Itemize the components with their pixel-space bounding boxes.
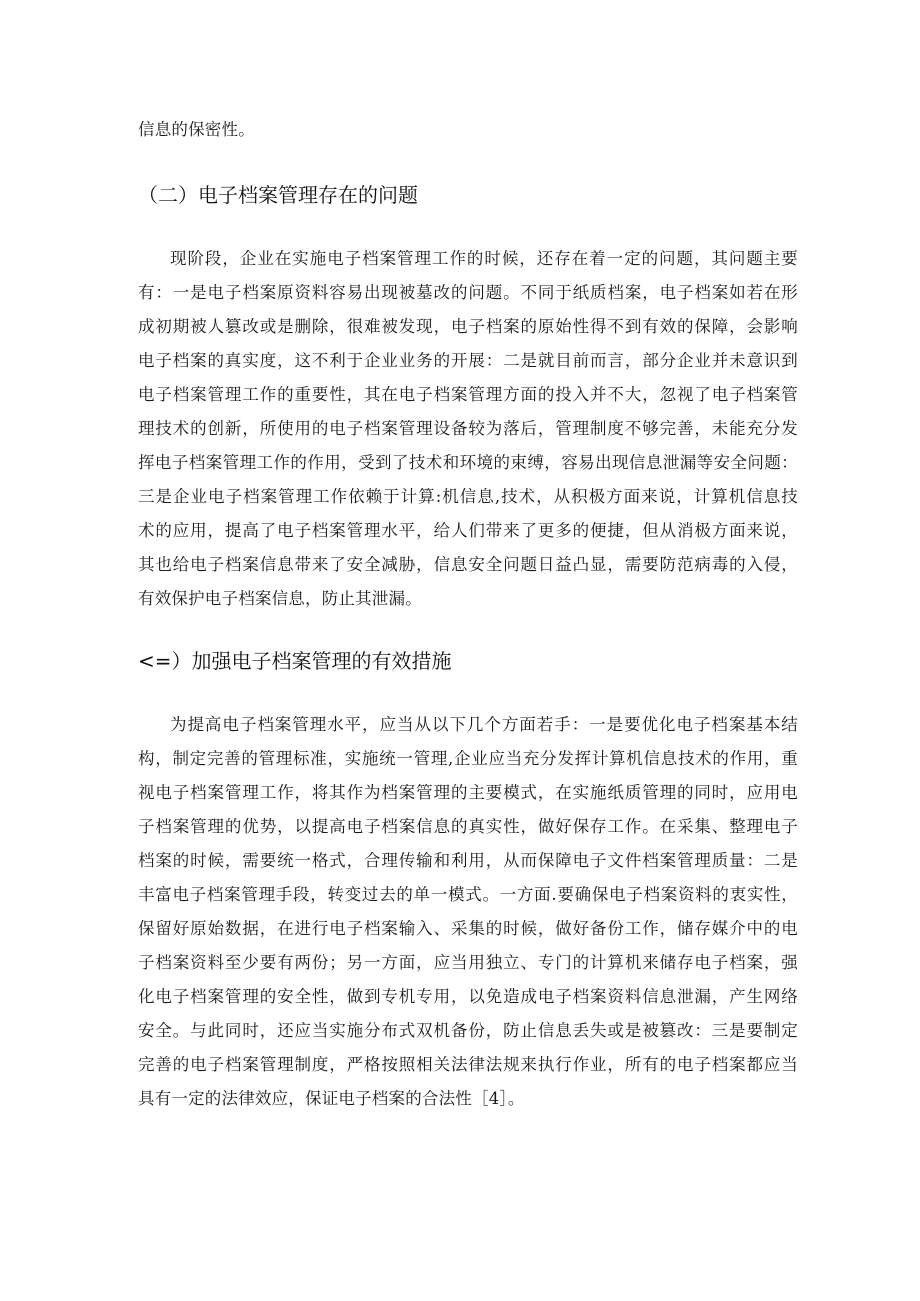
body-line: 成初期被人篡改或是删除，很难被发现，电子档案的原始性得不到有效的保障，会影响 bbox=[138, 317, 798, 336]
lead-line: 信息的保密性。 bbox=[138, 120, 255, 139]
section-heading-problems: （二）电子档案管理存在的问题 bbox=[138, 183, 418, 207]
body-line: 安全。与此同时，还应当实施分布式双机备份，防止信息丢失或是被篡改：三是要制定 bbox=[138, 1021, 798, 1040]
body-line: 三是企业电子档案管理工作依赖于计算:机信息,技术，从积极方面来说，计算机信息技 bbox=[138, 487, 798, 506]
body-line: 完善的电子档案管理制度，严格按照相关法律法规来执行作业，所有的电子档案都应当 bbox=[138, 1055, 798, 1074]
body-line: 有效保护电子档案信息，防止其泄漏。 bbox=[138, 589, 422, 608]
body-line: 构，制定完善的管理标准，实施统一管理,企业应当充分发挥计算机信息技术的作用，重 bbox=[138, 749, 798, 768]
body-line: 其也给电子档案信息带来了安全减胁，信息安全问题日益凸显，需要防范病毒的入侵， bbox=[138, 555, 798, 574]
body-line: 有：一是电子档案原资料容易出现被墓改的问题。不同于纸质档案，电子档案如若在形 bbox=[138, 283, 798, 302]
body-line: 具有一定的法律效应，保证电子档案的合法性［4］。 bbox=[138, 1089, 525, 1108]
body-line: 丰富电子档案管理手段，转变过去的单一模式。一方面.要确保电子档案资料的衷实性， bbox=[138, 885, 798, 904]
body-line: 为提高电子档案管理水平，应当从以下几个方面若手：一是要优化电子档案基本结 bbox=[170, 715, 798, 734]
body-line: 现阶段，企业在实施电子档案管理工作的时候，还存在着一定的问题，其问题主要 bbox=[170, 249, 798, 268]
body-line: 档案的时候，需要统一格式，合理传输和利用，从而保障电子文件档案管理质量：二是 bbox=[138, 851, 798, 870]
body-line: 理技术的创新，所使用的电子档案管理设备较为落后，管理制度不够完善，未能充分发 bbox=[138, 419, 798, 438]
body-line: 挥电子档案管理工作的作用，受到了技术和环境的束缚，容易出现信息泄漏等安全问题： bbox=[138, 453, 798, 472]
body-line: 保留好原始数据，在进行电子档案输入、采集的时候，做好备份工作，储存媒介中的电 bbox=[138, 919, 798, 938]
body-line: 术的应用，提高了电子档案管理水平，给人们带来了更多的便捷，但从消极方面来说， bbox=[138, 521, 798, 540]
body-line: 子档案资料至少要有两份；另一方面，应当用独立、专门的计算机来储存电子档案，强 bbox=[138, 953, 798, 972]
body-line: 化电子档案管理的安全性，做到专机专用，以免造成电子档案资料信息泄漏，产生网络 bbox=[138, 987, 798, 1006]
body-line: 电子档案的真实度，这不利于企业业务的开展：二是就目前而言，部分企业并未意识到 bbox=[138, 351, 798, 370]
body-line: 子档案管理的优势，以提高电子档案信息的真实性，做好保存工作。在采集、整理电子 bbox=[138, 817, 798, 836]
body-line: 视电子档案管理工作，将其作为档案管理的主要模式，在实施纸质管理的同时，应用电 bbox=[138, 783, 798, 802]
section-heading-measures: <=）加强电子档案管理的有效措施 bbox=[138, 649, 452, 673]
body-line: 电子档案管理工作的重要性，其在电子档案管理方面的投入并不大，忽视了电子档案管 bbox=[138, 385, 798, 404]
